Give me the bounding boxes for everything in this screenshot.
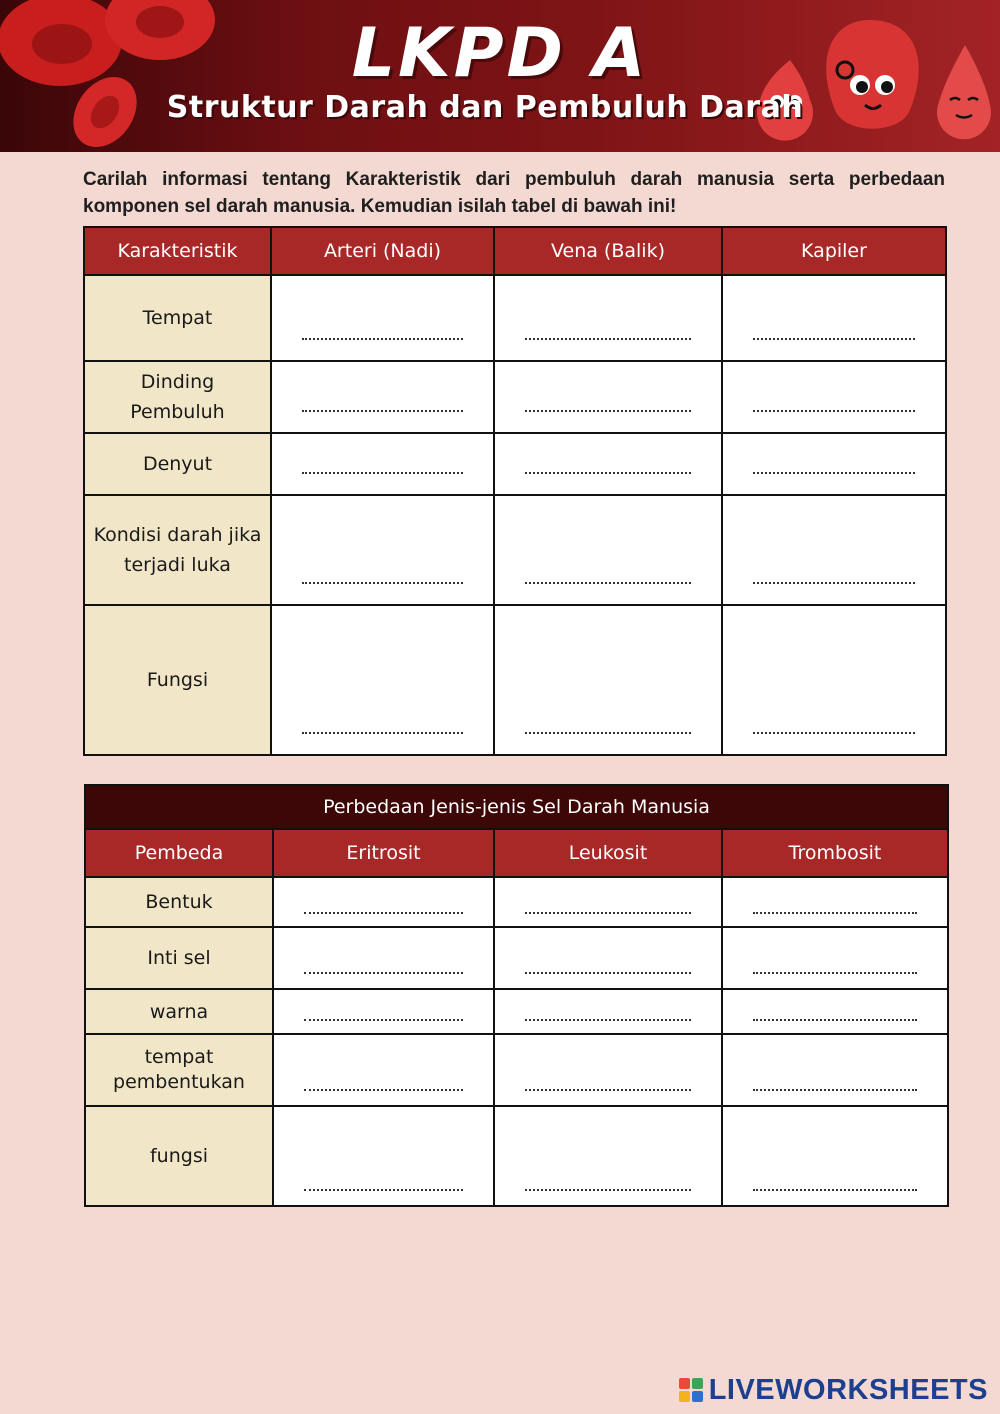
answer-cell[interactable] (722, 927, 948, 989)
answer-line (753, 410, 915, 412)
table-row (84, 275, 946, 361)
answer-line (302, 582, 463, 584)
row-label: Inti sel (85, 927, 273, 989)
answer-line (525, 1019, 691, 1021)
instruction-text: Carilah informasi tentang Karakteristik dari pembuluh darah manusia serta perbedaan komponen sel darah manusia. Kemudian isilah tabel di bawah ini! (83, 169, 945, 217)
answer-line (525, 472, 691, 474)
answer-line (753, 1089, 917, 1091)
answer-line (753, 972, 917, 974)
answer-cell[interactable] (271, 433, 494, 495)
answer-line (304, 912, 463, 914)
row-label: fungsi (85, 1106, 273, 1206)
column-header: Karakteristik (84, 227, 271, 275)
answer-line (753, 338, 915, 340)
answer-cell[interactable] (273, 1106, 494, 1206)
answer-cell[interactable] (494, 927, 722, 989)
answer-cell[interactable] (722, 361, 946, 433)
table-title: Perbedaan Jenis-jenis Sel Darah Manusia (85, 785, 948, 829)
answer-line (302, 732, 463, 734)
table-title-row (85, 785, 948, 829)
answer-cell[interactable] (722, 275, 946, 361)
answer-line (753, 582, 915, 584)
table-header-row (84, 227, 946, 275)
table-row (85, 877, 948, 927)
answer-cell[interactable] (722, 989, 948, 1034)
answer-cell[interactable] (271, 495, 494, 605)
row-label: Kondisi darah jika terjadi luka (84, 495, 271, 605)
answer-cell[interactable] (722, 495, 946, 605)
answer-line (753, 912, 917, 914)
answer-cell[interactable] (722, 433, 946, 495)
answer-line (753, 1019, 917, 1021)
answer-cell[interactable] (271, 275, 494, 361)
answer-cell[interactable] (273, 927, 494, 989)
answer-line (753, 732, 915, 734)
answer-cell[interactable] (271, 605, 494, 755)
column-header: Pembeda (85, 829, 273, 877)
row-label: tempat pembentukan (85, 1034, 273, 1106)
page-subtitle: Struktur Darah dan Pembuluh Darah (166, 90, 804, 125)
answer-cell[interactable] (271, 361, 494, 433)
page-title: LKPD A (351, 14, 649, 93)
answer-line (302, 472, 463, 474)
answer-line (525, 582, 691, 584)
answer-line (525, 732, 691, 734)
answer-cell[interactable] (494, 275, 722, 361)
row-label: Tempat (84, 275, 271, 361)
table-row (84, 605, 946, 755)
table-row (84, 361, 946, 433)
answer-line (753, 1189, 917, 1191)
row-label: Dinding Pembuluh (84, 361, 271, 433)
header-banner (0, 0, 1000, 152)
table-row (85, 927, 948, 989)
answer-line (753, 472, 915, 474)
column-header: Trombosit (722, 829, 948, 877)
answer-line (304, 1189, 463, 1191)
answer-cell[interactable] (494, 495, 722, 605)
liveworksheets-logo-icon (679, 1378, 703, 1402)
column-header: Vena (Balik) (494, 227, 722, 275)
column-header: Kapiler (722, 227, 946, 275)
answer-cell[interactable] (273, 989, 494, 1034)
answer-cell[interactable] (722, 605, 946, 755)
answer-cell[interactable] (722, 877, 948, 927)
row-label: Bentuk (85, 877, 273, 927)
answer-line (304, 1019, 463, 1021)
logo-text: LIVEWORKSHEETS (708, 1373, 988, 1406)
answer-line (525, 338, 691, 340)
blood-vessel-table (83, 226, 947, 756)
answer-line (525, 1089, 691, 1091)
row-label: Fungsi (84, 605, 271, 755)
table-row (85, 1034, 948, 1106)
answer-line (525, 912, 691, 914)
answer-cell[interactable] (494, 1106, 722, 1206)
liveworksheets-logo (679, 1374, 988, 1406)
table-row (85, 1106, 948, 1206)
row-label: warna (85, 989, 273, 1034)
column-header: Eritrosit (273, 829, 494, 877)
answer-line (304, 972, 463, 974)
table-header-row (85, 829, 948, 877)
answer-cell[interactable] (494, 1034, 722, 1106)
answer-cell[interactable] (494, 361, 722, 433)
answer-cell[interactable] (273, 1034, 494, 1106)
answer-cell[interactable] (722, 1106, 948, 1206)
answer-cell[interactable] (494, 605, 722, 755)
answer-line (302, 338, 463, 340)
answer-cell[interactable] (494, 877, 722, 927)
answer-cell[interactable] (494, 433, 722, 495)
answer-cell[interactable] (722, 1034, 948, 1106)
answer-cell[interactable] (273, 877, 494, 927)
answer-line (525, 410, 691, 412)
row-label: Denyut (84, 433, 271, 495)
table-row (84, 433, 946, 495)
answer-line (304, 1089, 463, 1091)
table-row (84, 495, 946, 605)
answer-line (525, 972, 691, 974)
answer-line (302, 410, 463, 412)
answer-cell[interactable] (494, 989, 722, 1034)
column-header: Arteri (Nadi) (271, 227, 494, 275)
table-row (85, 989, 948, 1034)
column-header: Leukosit (494, 829, 722, 877)
blood-cell-table (84, 784, 949, 1207)
answer-line (525, 1189, 691, 1191)
